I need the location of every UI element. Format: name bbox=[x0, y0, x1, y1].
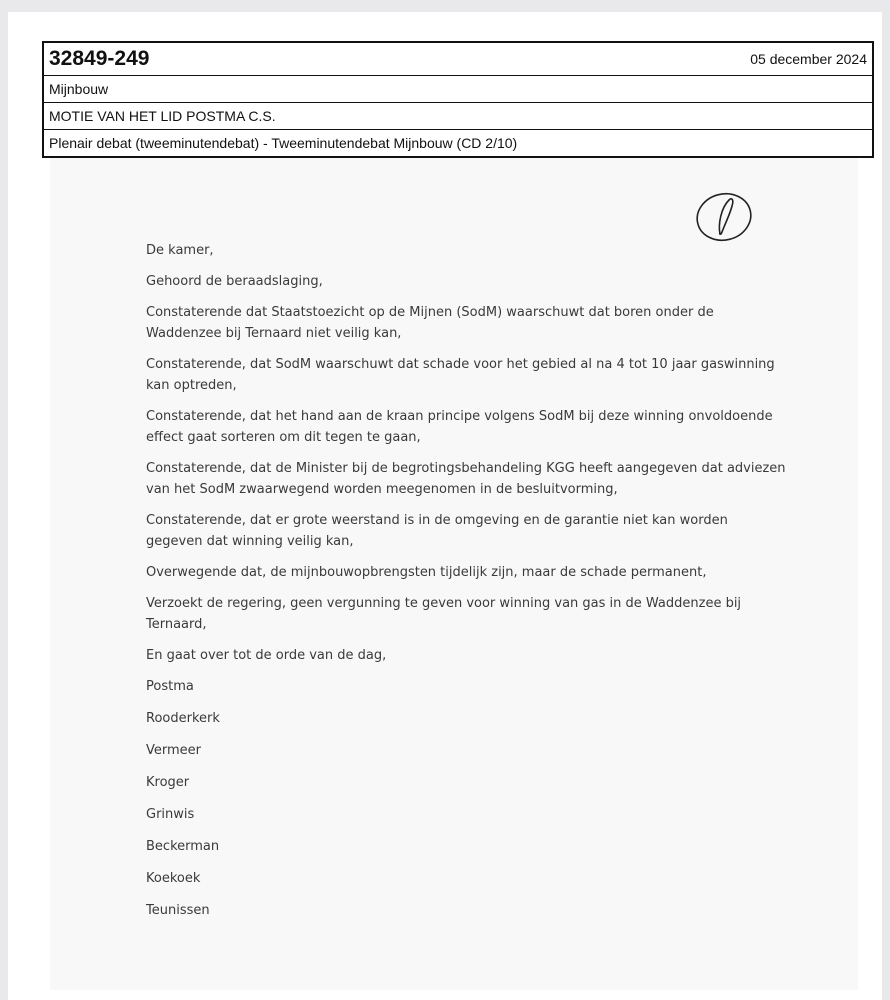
signatory: Koekoek bbox=[146, 871, 201, 886]
consideration-paragraph: Constaterende, dat SodM waarschuwt dat schade voor het gebied al na 4 tot 10 jaar gaswinning kan optreden, bbox=[146, 357, 775, 393]
debate-title: Plenair debat (tweeminutendebat) - Tweeminutendebat Mijnbouw (CD 2/10) bbox=[43, 130, 873, 158]
consideration-paragraph: Constaterende, dat het hand aan de kraan principe volgens SodM bij deze winning onvoldoende effect gaat sorteren om dit tegen te gaan, bbox=[146, 409, 773, 445]
signatory: Kroger bbox=[146, 775, 190, 790]
salutation: De kamer, bbox=[146, 243, 214, 258]
heard-paragraph: Gehoord de beraadslaging, bbox=[146, 274, 323, 289]
header-number-cell bbox=[43, 42, 873, 76]
signatory: Teunissen bbox=[146, 903, 210, 918]
signatory: Postma bbox=[146, 679, 194, 694]
motion-title: MOTIE VAN HET LID POSTMA C.S. bbox=[43, 103, 873, 130]
consideration-paragraph: Constaterende, dat de Minister bij de begrotingsbehandeling KGG heeft aangegeven dat adviezen van het SodM zwaarwegend worden meegenomen in de besluitvorming, bbox=[146, 461, 786, 497]
document-number: 32849-249 bbox=[49, 47, 150, 70]
closing-paragraph: En gaat over tot de orde van de dag, bbox=[146, 648, 387, 663]
consideration-paragraph: Constaterende dat Staatstoezicht op de Mijnen (SodM) waarschuwt dat boren onder de Waddenzee bij Ternaard niet veilig kan, bbox=[146, 305, 714, 341]
document-date: 05 december 2024 bbox=[750, 51, 867, 67]
motion-header-table bbox=[42, 41, 874, 158]
subject: Mijnbouw bbox=[43, 76, 873, 103]
motion-text bbox=[146, 240, 786, 932]
request-paragraph: Verzoekt de regering, geen vergunning te geven voor winning van gas in de Waddenzee bij Ternaard, bbox=[146, 596, 742, 632]
signatory: Rooderkerk bbox=[146, 711, 220, 726]
signatory: Vermeer bbox=[146, 743, 202, 758]
consideration-paragraph: Constaterende, dat er grote weerstand is in de omgeving en de garantie niet kan worden gegeven dat winning veilig kan, bbox=[146, 513, 728, 549]
signatory: Beckerman bbox=[146, 839, 220, 854]
signatory: Grinwis bbox=[146, 807, 195, 822]
consideration-paragraph: Overwegende dat, de mijnbouwopbrengsten tijdelijk zijn, maar de schade permanent, bbox=[146, 565, 707, 580]
handwritten-number-stamp bbox=[694, 186, 754, 246]
